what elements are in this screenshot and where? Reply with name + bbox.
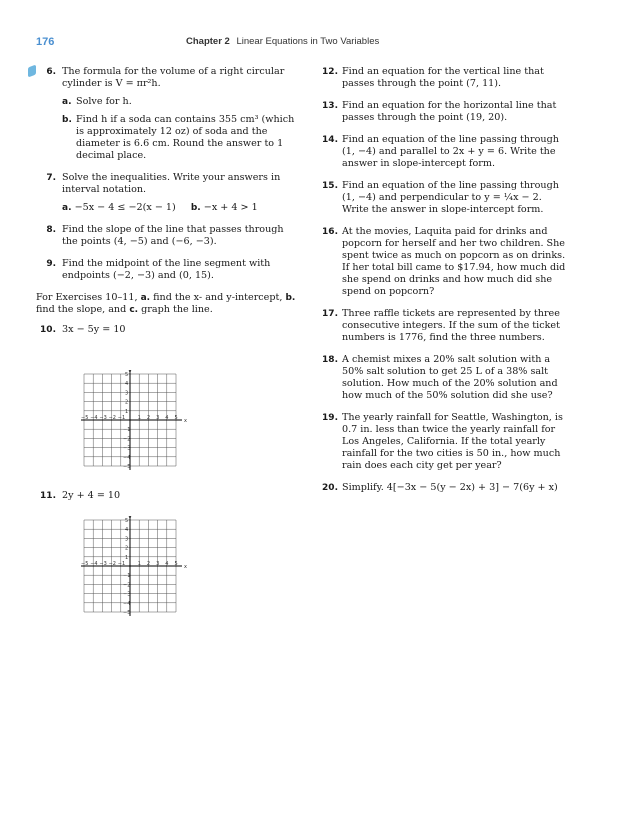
subpart-label: b. xyxy=(190,203,201,213)
coordinate-grid-10 xyxy=(76,368,192,480)
x-tick-label: −1 xyxy=(117,415,126,421)
problem-text: Simplify. 4[−3x − 5(y − 2x) + 3] − 7(6y + x) xyxy=(342,482,558,493)
x-tick-label: 4 xyxy=(165,561,169,567)
y-tick-label: 1 xyxy=(125,408,129,415)
problem-text: Find an equation for the vertical line that passes through the point (7, 11). xyxy=(342,66,544,89)
exercise-instructions xyxy=(36,292,298,316)
problem-11 xyxy=(36,490,298,502)
coordinate-grid-11 xyxy=(76,514,192,626)
x-tick-label: 4 xyxy=(165,415,169,421)
problem-text: Find an equation of the line passing through (1, −4) and perpendicular to y = ¼x − 2. Write the answer in slope-intercept form. xyxy=(342,180,559,215)
subpart-b xyxy=(62,114,298,162)
x-tick-label: 3 xyxy=(156,561,160,567)
subpart-text: Find h if a soda can contains 355 cm³ (which is approximately 12 oz) of soda and the diameter is 6.6 cm. Round the answer to 1 decimal place. xyxy=(76,114,295,161)
y-tick-label: −1 xyxy=(123,427,131,434)
problem-text: The yearly rainfall for Seattle, Washington, is 0.7 in. less than twice the yearly rainfall for Los Angeles, California. If the total yearly rainfall for the two cities is 50 in., how much rain does each city get per year? xyxy=(342,412,563,471)
y-tick-label: 3 xyxy=(125,536,129,543)
y-tick-label: 1 xyxy=(125,554,129,561)
x-tick-label: 5 xyxy=(174,415,178,421)
problem-number: 7. xyxy=(46,173,56,183)
problem-10 xyxy=(36,324,298,336)
page-header xyxy=(0,36,638,52)
problem-text: Find the midpoint of the line segment with endpoints (−2, −3) and (0, 15). xyxy=(62,258,271,281)
problem-number: 10. xyxy=(40,325,56,335)
y-tick-label: 3 xyxy=(125,390,129,397)
inequality-a: −5x − 4 ≤ −2(x − 1) xyxy=(74,202,176,213)
y-tick-label: 5 xyxy=(125,372,129,378)
inequality-b: −x + 4 > 1 xyxy=(203,202,258,213)
problem-7 xyxy=(36,172,298,214)
y-tick-label: 2 xyxy=(125,545,129,552)
problem-13 xyxy=(316,100,566,124)
problem-number: 18. xyxy=(322,355,338,365)
subpart-label: a. xyxy=(62,203,72,213)
y-tick-label: 2 xyxy=(125,399,129,406)
problem-6 xyxy=(36,66,298,162)
problem-text: A chemist mixes a 20% salt solution with a 50% salt solution to get 25 L of a 38% salt solution. How much of the 20% solution and how much of the 50% solution did she use? xyxy=(342,354,558,401)
x-tick-label: 2 xyxy=(146,415,151,421)
x-tick-label: 1 xyxy=(137,415,141,421)
problem-16 xyxy=(316,226,566,298)
problem-number: 14. xyxy=(322,135,338,145)
instructions-label: c. xyxy=(129,305,139,315)
x-tick-label: −5 xyxy=(81,561,89,567)
x-tick-label: 2 xyxy=(146,561,151,567)
problem-text: The formula for the volume of a right circular cylinder is V = πr²h. xyxy=(62,66,285,89)
y-axis-label: y xyxy=(128,515,132,521)
x-tick-label: 3 xyxy=(156,415,160,421)
x-tick-label: −5 xyxy=(81,415,89,421)
y-tick-label: −2 xyxy=(123,582,131,589)
x-tick-label: −4 xyxy=(90,561,98,567)
problem-9 xyxy=(36,258,298,282)
problem-text: At the movies, Laquita paid for drinks and popcorn for herself and her two children. She spent twice as much on popcorn as on drinks. If her total bill came to $17.94, how much did she spend on drinks and how much did she spend on popcorn? xyxy=(342,226,566,297)
instructions-label: a. xyxy=(140,293,151,303)
problem-number: 12. xyxy=(322,67,338,77)
problem-15 xyxy=(316,180,566,216)
left-column xyxy=(36,66,298,340)
chapter-label: Chapter 2 xyxy=(186,36,230,47)
instructions-text: find the slope, and xyxy=(36,304,127,315)
right-column xyxy=(316,66,566,504)
x-tick-label: −2 xyxy=(108,415,116,421)
problem-number: 20. xyxy=(322,483,338,493)
instructions-text: find the x- and y-intercept, xyxy=(153,292,283,303)
y-tick-label: −3 xyxy=(123,445,131,452)
problem-number: 9. xyxy=(46,259,56,269)
left-column-lower xyxy=(36,490,298,506)
x-tick-label: −3 xyxy=(99,415,107,421)
subpart-label: a. xyxy=(62,97,72,107)
subpart-label: b. xyxy=(62,115,72,125)
problem-8 xyxy=(36,224,298,248)
x-axis-label: x xyxy=(184,418,187,424)
subpart-a xyxy=(62,96,298,108)
problem-20 xyxy=(316,482,566,494)
problem-number: 17. xyxy=(322,309,338,319)
y-tick-label: −4 xyxy=(123,600,131,607)
problem-text: Find the slope of the line that passes through the points (4, −5) and (−6, −3). xyxy=(62,224,284,247)
problem-17 xyxy=(316,308,566,344)
problem-14 xyxy=(316,134,566,170)
problem-18 xyxy=(316,354,566,402)
y-tick-label: 4 xyxy=(125,381,129,388)
x-axis-label: x xyxy=(184,564,187,570)
problem-text: Three raffle tickets are represented by three consecutive integers. If the sum of the ticket numbers is 1776, find the three numbers. xyxy=(342,308,560,343)
problem-number: 8. xyxy=(46,225,56,235)
y-tick-label: −1 xyxy=(123,573,131,580)
problem-equation: 2y + 4 = 10 xyxy=(62,490,121,501)
chapter-heading xyxy=(186,36,379,47)
problem-number: 15. xyxy=(322,181,338,191)
y-tick-label: −5 xyxy=(123,464,131,470)
subpart-text: Solve for h. xyxy=(76,96,132,107)
problem-text: Find an equation for the horizontal line that passes through the point (19, 20). xyxy=(342,100,557,123)
chapter-title: Linear Equations in Two Variables xyxy=(236,36,380,47)
problem-number: 13. xyxy=(322,101,338,111)
instructions-text: graph the line. xyxy=(141,304,213,315)
problem-text: Solve the inequalities. Write your answers in interval notation. xyxy=(62,172,281,195)
problem-number: 19. xyxy=(322,413,338,423)
problem-equation: 3x − 5y = 10 xyxy=(62,324,126,335)
instructions-label: b. xyxy=(285,293,296,303)
y-tick-label: −3 xyxy=(123,591,131,598)
x-tick-label: −4 xyxy=(90,415,98,421)
y-tick-label: −5 xyxy=(123,610,131,616)
x-tick-label: 1 xyxy=(137,561,141,567)
problem-number: 16. xyxy=(322,227,338,237)
y-tick-label: −2 xyxy=(123,436,131,443)
x-tick-label: −1 xyxy=(117,561,126,567)
marker-icon xyxy=(28,65,36,78)
y-tick-label: 5 xyxy=(125,518,129,524)
problem-19 xyxy=(316,412,566,472)
problem-12 xyxy=(316,66,566,90)
x-tick-label: 5 xyxy=(174,561,178,567)
inequalities xyxy=(62,202,298,214)
problem-number: 11. xyxy=(40,491,56,501)
problem-number: 6. xyxy=(46,67,56,77)
y-tick-label: 4 xyxy=(125,527,129,534)
x-tick-label: −3 xyxy=(99,561,107,567)
page-number: 176 xyxy=(36,36,55,48)
problem-text: Find an equation of the line passing through (1, −4) and parallel to 2x + y = 6. Write the answer in slope-intercept form. xyxy=(342,134,559,169)
instructions-pre: For Exercises 10–11, xyxy=(36,292,138,303)
y-tick-label: −4 xyxy=(123,454,131,461)
x-tick-label: −2 xyxy=(108,561,116,567)
y-axis-label: y xyxy=(128,369,132,375)
